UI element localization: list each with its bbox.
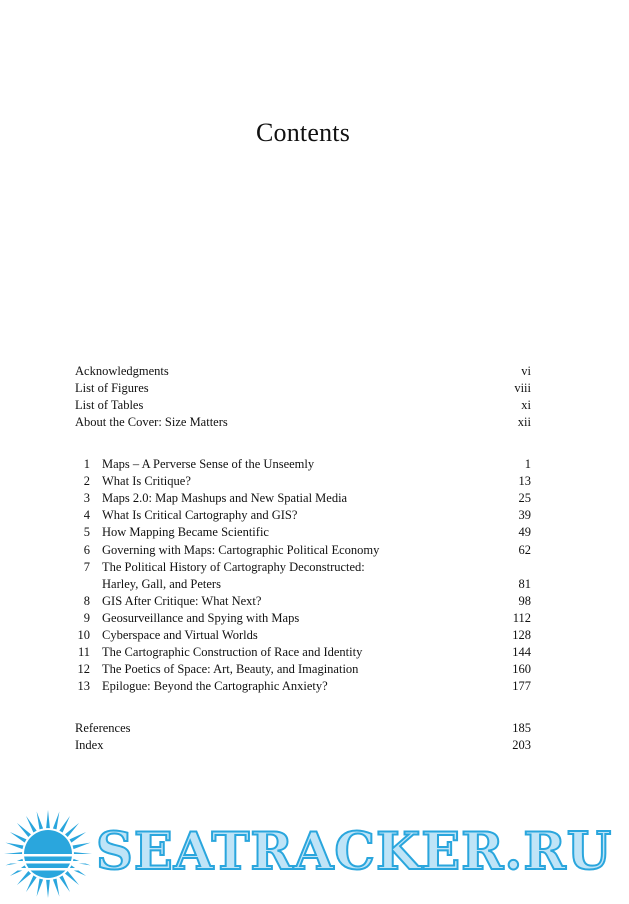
sun-ray [70, 865, 87, 876]
chapter-title: The Cartographic Construction of Race and Identity [102, 645, 363, 659]
chapter-title: Maps 2.0: Map Mashups and New Spatial Media [102, 491, 348, 505]
chapter-title: The Political History of Cartography Deconstructed: [102, 560, 365, 574]
chapter-title: Epilogue: Beyond the Cartographic Anxiety? [102, 679, 328, 693]
chapter-page: 1 [524, 457, 531, 471]
chapter-page: 98 [518, 594, 531, 608]
toc-entry-page: xii [517, 415, 531, 429]
sun-ray [46, 880, 50, 898]
chapter-page: 128 [512, 628, 531, 642]
sun-ray [17, 823, 31, 837]
chapter-title: Harley, Gall, and Peters [102, 577, 221, 591]
sun-ray [37, 811, 43, 829]
chapter-number: 3 [83, 491, 90, 505]
chapter-number: 12 [77, 662, 90, 676]
toc-entry-page: vi [521, 364, 531, 378]
toc-entry-label: List of Figures [75, 381, 149, 395]
sun-ray [26, 816, 37, 833]
chapter-title: Maps – A Perverse Sense of the Unseemly [102, 457, 315, 471]
chapter-title: The Poetics of Space: Art, Beauty, and Imagination [102, 662, 359, 676]
toc-entry-about-the-cover[interactable] [75, 414, 531, 431]
chapter-title: How Mapping Became Scientific [102, 525, 269, 539]
toc-entry-page: xi [521, 398, 531, 412]
chapter-page: 62 [518, 543, 531, 557]
chapter-number: 8 [83, 594, 90, 608]
sun-ray [26, 876, 37, 893]
toc-entry-page: 203 [512, 738, 531, 752]
toc-chapter-11[interactable] [75, 644, 531, 661]
chapter-number: 1 [83, 457, 90, 471]
chapter-page: 13 [518, 474, 531, 488]
toc-entry-acknowledgments[interactable] [75, 363, 531, 380]
chapter-number: 10 [77, 628, 90, 642]
toc-entry-list-of-figures[interactable] [75, 380, 531, 397]
toc-chapter-5[interactable] [75, 524, 531, 541]
sun-ray [37, 879, 43, 897]
chapter-number: 11 [77, 645, 90, 659]
toc-entry-page: viii [514, 381, 531, 395]
chapter-number: 9 [83, 611, 90, 625]
chapter-number: 4 [83, 508, 90, 522]
chapter-page: 25 [518, 491, 531, 505]
chapter-page: 81 [518, 577, 531, 591]
sun-ray [65, 871, 79, 885]
toc-chapter-7[interactable] [75, 559, 531, 576]
toc-entry-label: Acknowledgments [75, 364, 169, 378]
toc-chapter-1[interactable] [75, 456, 531, 473]
toc-entry-index[interactable] [75, 737, 531, 754]
chapter-page: 49 [518, 525, 531, 539]
chapter-page: 177 [512, 679, 531, 693]
sun-ray [73, 843, 91, 849]
sun-ray [70, 832, 87, 843]
toc-entry-label: References [75, 721, 131, 735]
toc-chapter-9[interactable] [75, 610, 531, 627]
toc-chapter-7-continued[interactable] [75, 576, 531, 593]
chapter-page: 112 [512, 611, 531, 625]
sun-ray [10, 832, 27, 843]
chapter-page: 160 [512, 662, 531, 676]
chapter-title: Governing with Maps: Cartographic Political Economy [102, 543, 380, 557]
sun-ray [53, 811, 59, 829]
watermark-text: SEATRACKER.RU [96, 822, 613, 882]
chapter-number: 7 [83, 560, 90, 574]
chapter-number: 2 [83, 474, 90, 488]
chapter-page: 144 [512, 645, 531, 659]
toc-chapter-6[interactable] [75, 542, 531, 559]
sun-ray [17, 871, 31, 885]
toc-chapter-2[interactable] [75, 473, 531, 490]
sun-ray [46, 810, 50, 828]
chapter-title: What Is Critical Cartography and GIS? [102, 508, 298, 522]
sun-ray [53, 879, 59, 897]
toc-entry-label: Index [75, 738, 104, 752]
sun-ray [65, 823, 79, 837]
chapter-number: 5 [83, 525, 90, 539]
chapter-number: 13 [77, 679, 90, 693]
sun-ray [10, 865, 27, 876]
sun-ray [59, 816, 70, 833]
sun-ray [59, 876, 70, 893]
toc-chapter-8[interactable] [75, 593, 531, 610]
chapter-number: 6 [83, 543, 90, 557]
toc-chapter-10[interactable] [75, 627, 531, 644]
toc-entry-label: About the Cover: Size Matters [75, 415, 228, 429]
toc-chapter-13[interactable] [75, 678, 531, 695]
toc-entry-list-of-tables[interactable] [75, 397, 531, 414]
page-title: Contents [255, 118, 351, 147]
sun-ray [5, 843, 23, 849]
toc-entry-references[interactable] [75, 720, 531, 737]
toc-chapter-4[interactable] [75, 507, 531, 524]
toc-entry-page: 185 [512, 721, 531, 735]
chapter-title: Cyberspace and Virtual Worlds [102, 628, 258, 642]
chapter-title: What Is Critique? [102, 474, 191, 488]
toc-chapter-3[interactable] [75, 490, 531, 507]
chapter-title: Geosurveillance and Spying with Maps [102, 611, 300, 625]
chapter-page: 39 [518, 508, 531, 522]
toc-entry-label: List of Tables [75, 398, 144, 412]
chapter-title: GIS After Critique: What Next? [102, 594, 262, 608]
toc-chapter-12[interactable] [75, 661, 531, 678]
sun-logo-icon [2, 808, 94, 900]
watermark [0, 808, 629, 904]
